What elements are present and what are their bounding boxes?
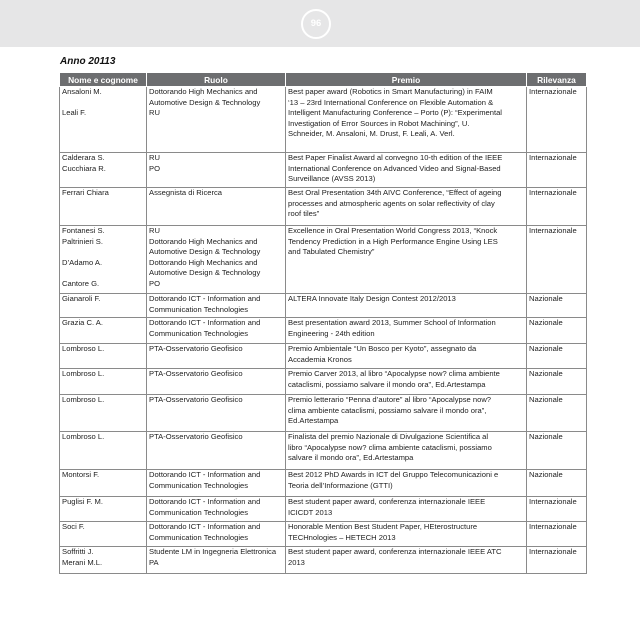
cell-line: Lombroso L. <box>62 432 105 441</box>
cell-line: TECHnologies – HETECH 2013 <box>288 532 396 542</box>
relevance-cell <box>527 226 587 294</box>
cell-line: Cucchiara R. <box>62 163 106 173</box>
cell-line: Nazionale <box>529 294 563 303</box>
column-header-name: Nome e cognome <box>60 73 147 87</box>
award-cell <box>286 497 527 522</box>
cell-line: ALTERA Innovate Italy Design Contest 2012/2013 <box>288 294 456 303</box>
table-row <box>60 497 587 522</box>
cell-line: PTA-Osservatorio Geofisico <box>149 344 243 353</box>
cell-line: Gianaroli F. <box>62 294 101 303</box>
cell-line: Nazionale <box>529 318 563 327</box>
cell-line: ‘13 – 23rd International Conference on Flexible Automation & <box>288 97 494 107</box>
cell-line: Paltrinieri S. <box>62 236 103 246</box>
cell-line: Assegnista di Ricerca <box>149 188 223 197</box>
cell-line: Best 2012 PhD Awards in ICT del Gruppo Telecomunicazioni e <box>288 470 499 479</box>
name-cell <box>60 153 147 188</box>
table-row <box>60 87 587 153</box>
relevance-cell <box>527 87 587 153</box>
role-cell <box>147 547 286 574</box>
table-row <box>60 153 587 188</box>
cell-line: Accademia Kronos <box>288 354 352 364</box>
role-cell <box>147 344 286 369</box>
cell-line: Nazionale <box>529 395 563 404</box>
cell-line <box>62 98 144 109</box>
role-cell <box>147 87 286 153</box>
name-cell <box>60 344 147 369</box>
cell-line: Automotive Design & Technology <box>149 268 261 278</box>
cell-line: Ed.Artestampa <box>288 416 339 426</box>
cell-line: Tendency Prediction in a High Performance Engine Using LES <box>288 236 498 246</box>
name-cell <box>60 470 147 497</box>
role-cell <box>147 294 286 318</box>
cell-line: ICICDT 2013 <box>288 507 333 517</box>
section-heading: Anno 20113 <box>60 56 116 67</box>
name-cell <box>60 294 147 318</box>
cell-line: PO <box>149 278 160 288</box>
cell-line: Montorsi F. <box>62 470 100 479</box>
cell-line: Best presentation award 2013, Summer School of Information <box>288 318 496 327</box>
cell-line: Best Oral Presentation 34th AIVC Conference, “Effect of ageing <box>288 188 502 197</box>
cell-line: International Conference on Advanced Video and Signal-Based <box>288 163 501 173</box>
cell-line: Dottorando ICT - Information and <box>149 470 261 479</box>
table-row <box>60 522 587 547</box>
cell-line: 2013 <box>288 557 305 567</box>
cell-line <box>62 268 144 279</box>
relevance-cell <box>527 432 587 470</box>
awards-table <box>59 72 587 574</box>
name-cell <box>60 547 147 574</box>
cell-line: Dottorando High Mechanics and <box>149 87 258 96</box>
role-cell <box>147 153 286 188</box>
table-row <box>60 369 587 395</box>
table-row <box>60 470 587 497</box>
cell-line: Nazionale <box>529 470 563 479</box>
cell-line: PO <box>149 163 160 173</box>
award-cell <box>286 226 527 294</box>
role-cell <box>147 226 286 294</box>
cell-line: Dottorando ICT - Information and <box>149 318 261 327</box>
name-cell <box>60 395 147 432</box>
cell-line: Communication Technologies <box>149 532 249 542</box>
cell-line: Nazionale <box>529 344 563 353</box>
cell-line: Intelligent Manufacturing Conference – Porto (P): “Experimental <box>288 108 502 118</box>
name-cell <box>60 432 147 470</box>
cell-line: Dottorando High Mechanics and <box>149 257 258 267</box>
column-header-award: Premio <box>286 73 527 87</box>
table-body <box>60 87 587 574</box>
award-cell <box>286 87 527 153</box>
role-cell <box>147 522 286 547</box>
header-band <box>0 0 640 47</box>
cell-line: Ansaloni M. <box>62 87 102 96</box>
cell-line: Communication Technologies <box>149 328 249 338</box>
relevance-cell <box>527 369 587 395</box>
award-cell <box>286 318 527 344</box>
name-cell <box>60 497 147 522</box>
cell-line: Lombroso L. <box>62 369 105 378</box>
cell-line: Premio Carver 2013, al libro “Apocalypse now? clima ambiente <box>288 369 500 378</box>
role-cell <box>147 318 286 344</box>
cell-line: roof tiles” <box>288 209 320 219</box>
name-cell <box>60 369 147 395</box>
cell-line: Fontanesi S. <box>62 226 105 235</box>
cell-line: Calderara S. <box>62 153 105 162</box>
cell-line: Nazionale <box>529 369 563 378</box>
award-cell <box>286 470 527 497</box>
cell-line: Puglisi F. M. <box>62 497 103 506</box>
relevance-cell <box>527 344 587 369</box>
award-cell <box>286 153 527 188</box>
table-row <box>60 294 587 318</box>
name-cell <box>60 318 147 344</box>
cell-line: Dottorando ICT - Information and <box>149 522 261 531</box>
relevance-cell <box>527 318 587 344</box>
cell-line: RU <box>149 226 160 235</box>
cell-line: salvare il mondo ora”, Ed.Artestampa <box>288 453 414 463</box>
cell-line: Dottorando High Mechanics and <box>149 236 258 246</box>
table-row <box>60 318 587 344</box>
cell-line: libro “Apocalypse now? clima ambiente cataclismi, possiamo <box>288 442 492 452</box>
cell-line: Best student paper award, conferenza internazionale IEEE <box>288 497 486 506</box>
column-header-relevance: Rilevanza <box>527 73 587 87</box>
name-cell <box>60 522 147 547</box>
cell-line: Grazia C. A. <box>62 318 103 327</box>
name-cell <box>60 226 147 294</box>
cell-line: Internazionale <box>529 226 577 235</box>
cell-line: Engineering - 24th edition <box>288 328 375 338</box>
table-row <box>60 226 587 294</box>
award-cell <box>286 294 527 318</box>
cell-line: Internazionale <box>529 547 577 556</box>
cell-line: Internazionale <box>529 153 577 162</box>
award-cell <box>286 522 527 547</box>
relevance-cell <box>527 522 587 547</box>
cell-line: Teoria dell’Informazione (GTTI) <box>288 480 393 490</box>
award-cell <box>286 547 527 574</box>
cell-line: Soffritti J. <box>62 547 94 556</box>
cell-line: Investigation of Error Sources in Robot Machining”, U. <box>288 118 470 128</box>
cell-line: Automotive Design & Technology <box>149 247 261 257</box>
relevance-cell <box>527 547 587 574</box>
cell-line: Premio letterario “Penna d’autore” al libro “Apocalypse now? <box>288 395 492 404</box>
cell-line: Communication Technologies <box>149 507 249 517</box>
relevance-cell <box>527 470 587 497</box>
cell-line: RU <box>149 108 160 118</box>
role-cell <box>147 369 286 395</box>
cell-line: Best Paper Finalist Award al convegno 10-th edition of the IEEE <box>288 153 503 162</box>
name-cell <box>60 188 147 226</box>
cell-line: Ferrari Chiara <box>62 188 109 197</box>
cell-line: Surveillance (AVSS 2013) <box>288 174 376 184</box>
cell-line: Dottorando ICT - Information and <box>149 294 261 303</box>
role-cell <box>147 395 286 432</box>
cell-line: Finalista del premio Nazionale di Divulgazione Scientifica al <box>288 432 489 441</box>
cell-line: Nazionale <box>529 432 563 441</box>
cell-line: cataclismi, possiamo salvare il mondo ora”, Ed.Artestampa <box>288 379 486 389</box>
cell-line: Leali F. <box>62 108 87 118</box>
award-cell <box>286 395 527 432</box>
relevance-cell <box>527 188 587 226</box>
relevance-cell <box>527 497 587 522</box>
cell-line: Automotive Design & Technology <box>149 97 261 107</box>
table-row <box>60 395 587 432</box>
table-row <box>60 432 587 470</box>
role-cell <box>147 432 286 470</box>
cell-line: Lombroso L. <box>62 344 105 353</box>
column-header-role: Ruolo <box>147 73 286 87</box>
cell-line: and Tabulated Chemistry” <box>288 247 375 257</box>
table-header-row <box>60 73 587 87</box>
name-cell <box>60 87 147 153</box>
cell-line: PTA-Osservatorio Geofisico <box>149 432 243 441</box>
award-cell <box>286 188 527 226</box>
award-cell <box>286 369 527 395</box>
cell-line: processes and atmospheric agents on solar reflectivity of clay <box>288 198 495 208</box>
cell-line: Best paper award (Robotics in Smart Manufacturing) in FAIM <box>288 87 493 96</box>
award-cell <box>286 432 527 470</box>
cell-line: Premio Ambientale “Un Bosco per Kyoto”, assegnato da <box>288 344 477 353</box>
cell-line: Lombroso L. <box>62 395 105 404</box>
table-row <box>60 344 587 369</box>
relevance-cell <box>527 153 587 188</box>
cell-line: Best student paper award, conferenza internazionale IEEE ATC <box>288 547 502 556</box>
role-cell <box>147 470 286 497</box>
cell-line: PTA-Osservatorio Geofisico <box>149 395 243 404</box>
cell-line: Dottorando ICT - Information and <box>149 497 261 506</box>
cell-line: Soci F. <box>62 522 85 531</box>
cell-line: Studente LM in Ingegneria Elettronica <box>149 547 277 556</box>
cell-line <box>62 247 144 258</box>
cell-line: Schneider, M. Ansaloni, M. Drust, F. Leali, A. Verl. <box>288 129 455 139</box>
cell-line: Merani M.L. <box>62 557 103 567</box>
cell-line: Internazionale <box>529 87 577 96</box>
cell-line: PA <box>149 557 159 567</box>
award-cell <box>286 344 527 369</box>
cell-line: Communication Technologies <box>149 304 249 314</box>
role-cell <box>147 497 286 522</box>
table-row <box>60 547 587 574</box>
cell-line: RU <box>149 153 160 162</box>
relevance-cell <box>527 395 587 432</box>
relevance-cell <box>527 294 587 318</box>
cell-line: Communication Technologies <box>149 480 249 490</box>
cell-line: Honorable Mention Best Student Paper, HEterostructure <box>288 522 478 531</box>
cell-line: PTA-Osservatorio Geofisico <box>149 369 243 378</box>
cell-line: clima ambiente cataclismi, possiamo salvare il mondo ora”, <box>288 405 487 415</box>
cell-line: Internazionale <box>529 522 577 531</box>
cell-line: Excellence in Oral Presentation World Congress 2013, “Knock <box>288 226 498 235</box>
cell-line: Internazionale <box>529 497 577 506</box>
role-cell <box>147 188 286 226</box>
table-row <box>60 188 587 226</box>
page-number: 96 <box>301 9 331 39</box>
cell-line: D’Adamo A. <box>62 257 103 267</box>
cell-line: Internazionale <box>529 188 577 197</box>
cell-line: Cantore G. <box>62 278 100 288</box>
